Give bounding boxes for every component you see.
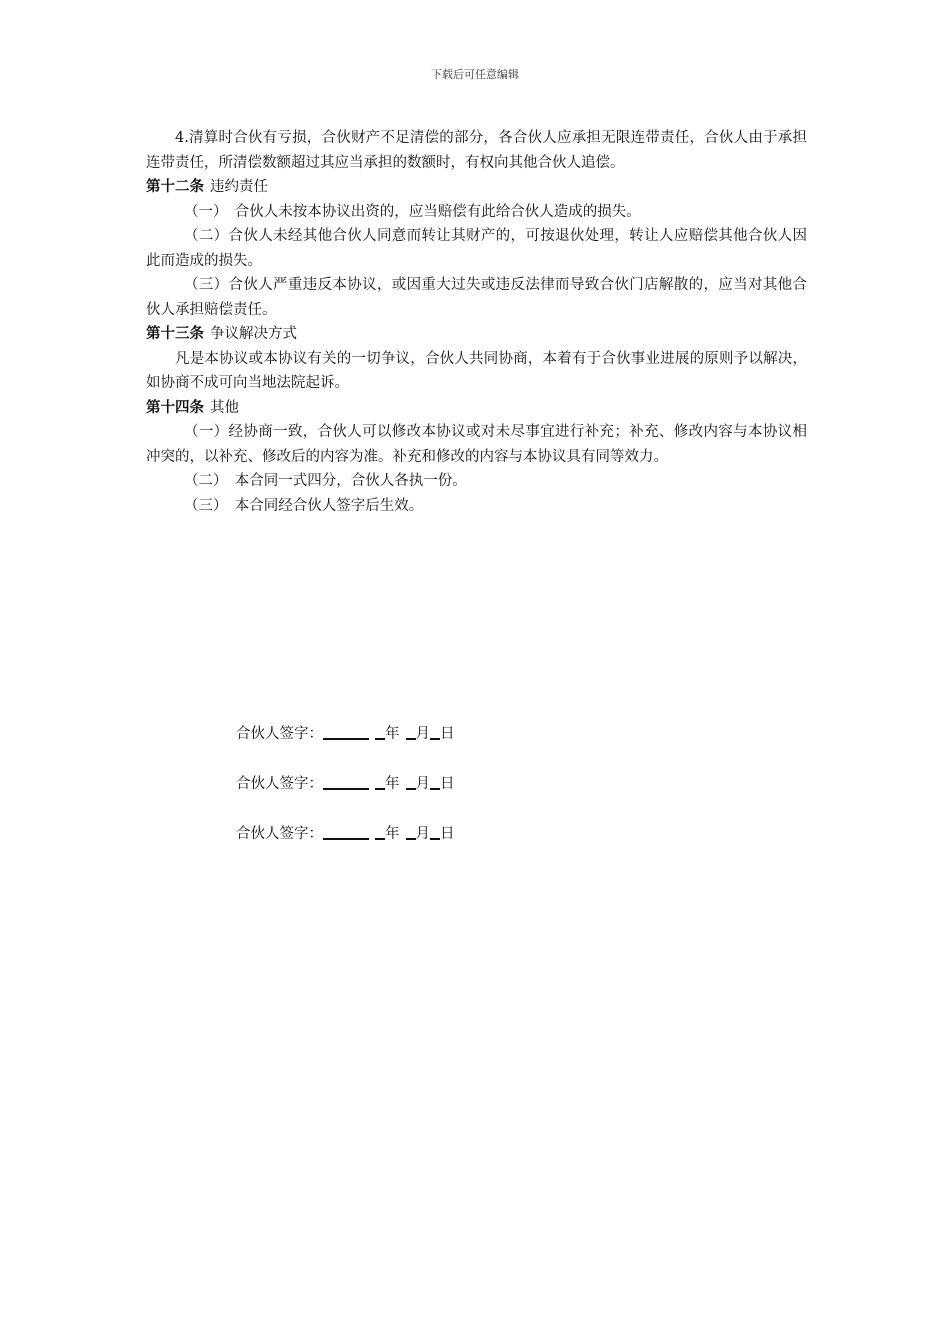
signature-label: 合伙人签字： <box>236 726 323 742</box>
document-body <box>146 126 807 518</box>
day-blank[interactable] <box>430 722 440 740</box>
article-12-number: 第十二条 <box>146 179 204 195</box>
year-label: 年 <box>385 826 400 842</box>
year-label: 年 <box>385 776 400 792</box>
article-12-item-2: （二）合伙人未经其他合伙人同意而转让其财产的，可按退伙处理，转让人应赔偿其他合伙人因此而造成的损失。 <box>146 228 807 269</box>
article-13-number: 第十三条 <box>146 326 204 342</box>
article-14-item-3: （三） 本合同经合伙人签字后生效。 <box>184 497 424 514</box>
article-12-heading <box>146 175 807 200</box>
signature-blank[interactable] <box>323 772 369 790</box>
signature-row <box>236 822 455 872</box>
clause-4-paragraph: 4.清算时合伙有亏损，合伙财产不足清偿的部分，各合伙人应承担无限连带责任，合伙人由于承担连带责任，所清偿数额超过其应当承担的数额时，有权向其他合伙人追偿。 <box>146 130 807 171</box>
month-blank[interactable] <box>406 772 416 790</box>
month-label: 月 <box>415 826 430 842</box>
article-14-item-2: （二） 本合同一式四分，合伙人各执一份。 <box>184 473 467 489</box>
article-12-title: 违约责任 <box>210 179 268 195</box>
year-blank[interactable] <box>375 822 385 840</box>
year-blank[interactable] <box>375 722 385 740</box>
signature-blank[interactable] <box>323 822 369 840</box>
page-header: 下载后可任意编辑 <box>431 68 519 81</box>
signature-label: 合伙人签字： <box>236 776 323 792</box>
article-14-item-1: （一）经协商一致，合伙人可以修改本协议或对未尽事宜进行补充；补充、修改内容与本协议相冲突的，以补充、修改后的内容为准。补充和修改的内容与本协议具有同等效力。 <box>146 424 807 465</box>
month-label: 月 <box>415 776 430 792</box>
signature-row <box>236 772 455 822</box>
article-12-item-1: （一） 合伙人未按本协议出资的，应当赔偿有此给合伙人造成的损失。 <box>184 203 641 220</box>
article-13-paragraph: 凡是本协议或本协议有关的一切争议，合伙人共同协商，本着有于合伙事业进展的原则予以解决，如协商不成可向当地法院起诉。 <box>146 350 807 391</box>
month-blank[interactable] <box>406 822 416 840</box>
article-13-heading <box>146 322 807 347</box>
article-14-title: 其他 <box>210 399 239 416</box>
article-14-number: 第十四条 <box>146 399 204 416</box>
article-13-title: 争议解决方式 <box>210 326 297 342</box>
day-label: 日 <box>440 726 455 742</box>
signature-block <box>236 722 455 872</box>
year-label: 年 <box>385 726 400 742</box>
signature-blank[interactable] <box>323 722 369 740</box>
month-label: 月 <box>415 726 430 742</box>
day-label: 日 <box>440 776 455 792</box>
article-12-item-3: （三）合伙人严重违反本协议，或因重大过失或违反法律而导致合伙门店解散的，应当对其他合伙人承担赔偿责任。 <box>146 277 807 318</box>
day-blank[interactable] <box>430 772 440 790</box>
signature-row <box>236 722 455 772</box>
year-blank[interactable] <box>375 772 385 790</box>
signature-label: 合伙人签字： <box>236 826 323 842</box>
day-blank[interactable] <box>430 822 440 840</box>
month-blank[interactable] <box>406 722 416 740</box>
article-14-heading <box>146 396 807 421</box>
day-label: 日 <box>440 826 455 842</box>
